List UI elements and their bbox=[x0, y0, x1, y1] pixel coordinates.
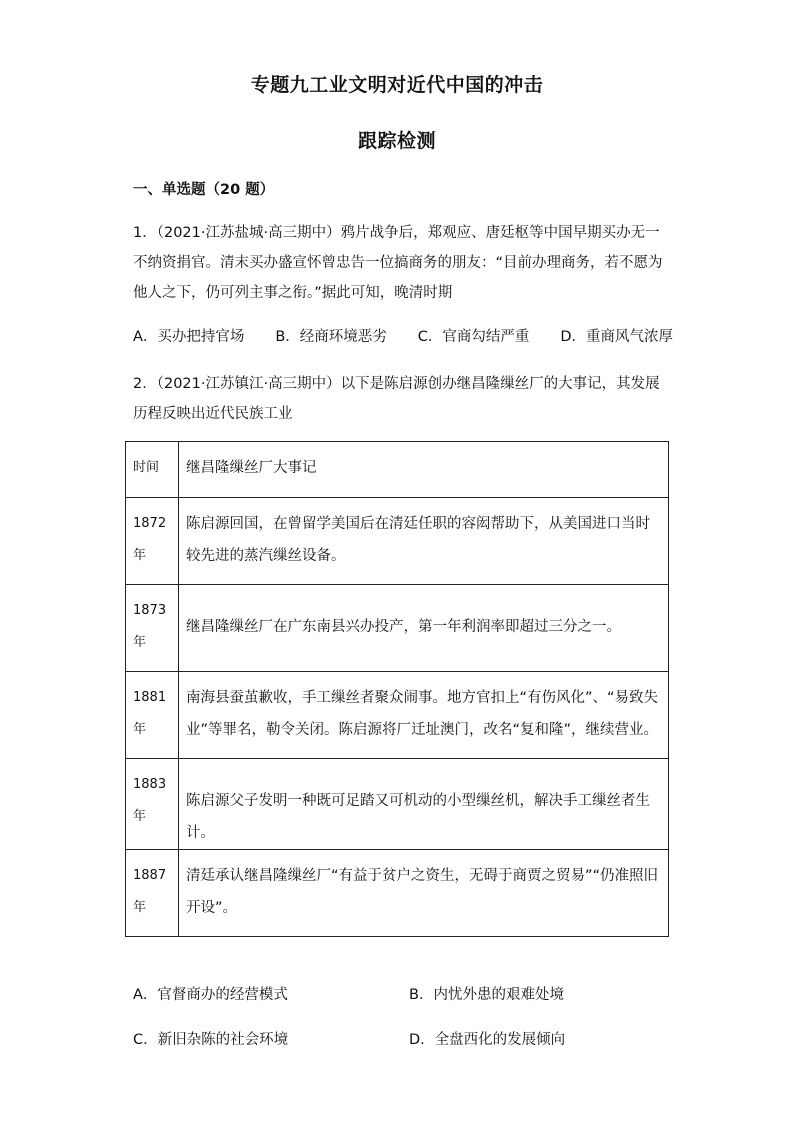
header-events: 继昌隆缫丝厂大事记 bbox=[186, 460, 317, 476]
q1-option-a: A．买办把持官场 bbox=[133, 329, 245, 345]
row-year: 1873年 bbox=[133, 603, 167, 650]
doc-subtitle: 跟踪检测 bbox=[357, 130, 436, 152]
row-event: 清廷承认继昌隆缫丝厂“有益于贫户之资生，无碍于商贾之贸易”“仍准照旧开设”。 bbox=[186, 868, 659, 916]
q1-option-d: D．重商风气浓厚 bbox=[560, 329, 673, 345]
question-2-stem: 2．（2021·江苏镇江·高三期中）以下是陈启源创办继昌隆缫丝厂的大事记，其发展历程反映出近代民族工业 bbox=[133, 376, 660, 422]
table-row bbox=[126, 672, 669, 759]
table-row bbox=[126, 498, 669, 585]
row-year: 1883年 bbox=[133, 777, 167, 824]
doc-title: 专题九工业文明对近代中国的冲击 bbox=[250, 74, 544, 96]
row-event: 陈启源回国，在曾留学美国后在清廷任职的容闳帮助下，从美国进口当时较先进的蒸汽缫丝设备。 bbox=[186, 516, 650, 564]
table-row bbox=[126, 850, 669, 937]
row-event: 南海县蚕茧歉收，手工缫丝者聚众闹事。地方官扣上“有伤风化”、“易致失业”等罪名，勒令关闭。陈启源将厂迁址澳门，改名“复和隆”，继续营业。 bbox=[186, 690, 659, 738]
row-event: 继昌隆缫丝厂在广东南县兴办投产，第一年利润率即超过三分之一。 bbox=[186, 619, 621, 635]
q2-option-c: C．新旧杂陈的社会环境 bbox=[133, 1032, 289, 1048]
header-time: 时间 bbox=[133, 460, 160, 475]
q1-option-c: C．官商勾结严重 bbox=[417, 329, 530, 345]
q1-option-b: B．经商环境恶劣 bbox=[275, 329, 387, 345]
question-1-options bbox=[133, 325, 673, 346]
row-event: 陈启源父子发明一种既可足踏又可机动的小型缫丝机，解决手工缫丝者生计。 bbox=[186, 793, 650, 841]
table-header-row bbox=[126, 442, 669, 498]
table-row bbox=[126, 759, 669, 850]
row-year: 1872年 bbox=[133, 516, 167, 563]
q2-option-d: D．全盘西化的发展倾向 bbox=[409, 1032, 566, 1048]
q2-option-a: A．官督商办的经营模式 bbox=[133, 987, 288, 1003]
row-year: 1881年 bbox=[133, 690, 167, 737]
question-1-stem: 1．（2021·江苏盐城·高三期中）鸦片战争后，郑观应、唐廷枢等中国早期买办无一不纳资捐官。清末买办盛宣怀曾忠告一位搞商务的朋友：“目前办理商务，若不愿为他人之下，仍可列主事之衔。”据此可知，晚清时期 bbox=[133, 225, 663, 301]
table-row bbox=[126, 585, 669, 672]
events-table bbox=[125, 441, 669, 937]
row-year: 1887年 bbox=[133, 868, 167, 915]
section-heading: 一、单选题（20 题） bbox=[133, 182, 275, 198]
q2-option-b: B．内忧外患的艰难处境 bbox=[409, 987, 564, 1003]
